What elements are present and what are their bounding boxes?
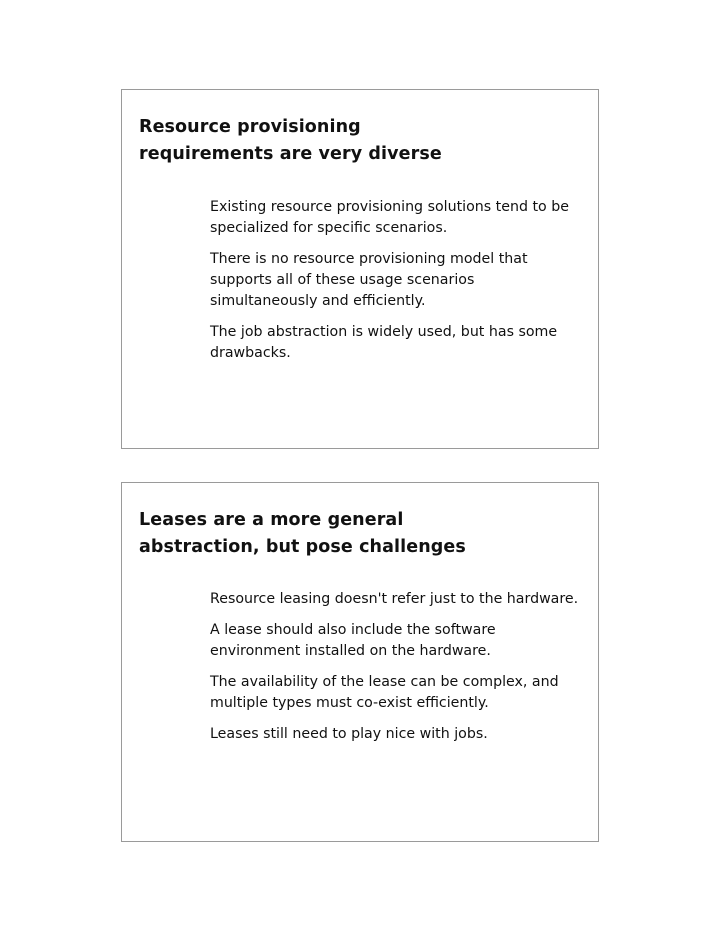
slide-title xyxy=(139,114,442,168)
slide-title-line: abstraction, but pose challenges xyxy=(139,537,466,557)
slide-title-line: Leases are a more general xyxy=(139,510,404,530)
bullet-item: Resource leasing doesn't refer just to the hardware. xyxy=(210,591,579,607)
bullet-item: The availability of the lease can be complex, and multiple types must co-exist efficiently. xyxy=(210,674,559,711)
bullet-item: Leases still need to play nice with jobs. xyxy=(210,726,488,742)
slide-title xyxy=(139,507,466,561)
bullet-item: The job abstraction is widely used, but has some drawbacks. xyxy=(210,324,558,361)
bullet-item: Existing resource provisioning solutions tend to be specialized for specific scenarios. xyxy=(210,199,569,236)
slide-title-line: requirements are very diverse xyxy=(139,144,442,164)
bullet-list xyxy=(210,589,580,755)
slide-resource-provisioning xyxy=(121,89,599,449)
bullet-item: A lease should also include the software environment installed on the hardware. xyxy=(210,622,496,659)
bullet-list xyxy=(210,197,580,374)
slide-title-line: Resource provisioning xyxy=(139,117,361,137)
bullet-item: There is no resource provisioning model that supports all of these usage scenarios simultaneously and efficiently. xyxy=(210,251,528,309)
slide-leases xyxy=(121,482,599,842)
